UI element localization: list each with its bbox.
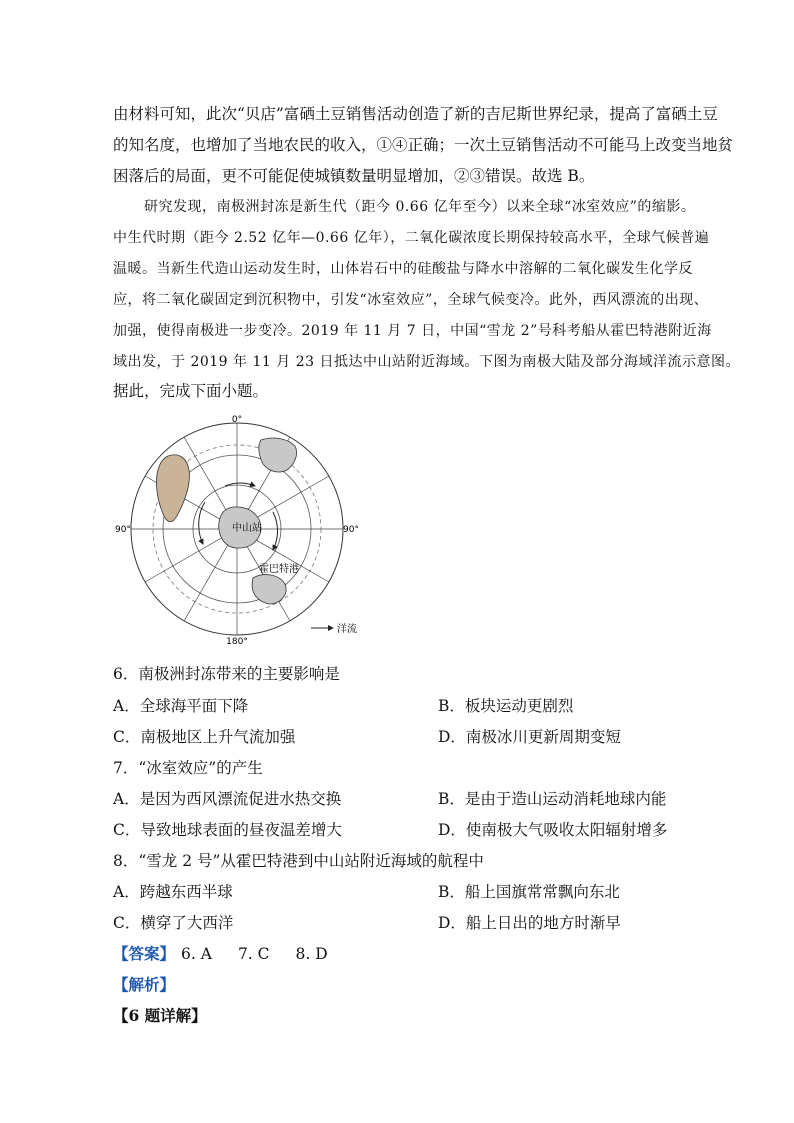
q7-option-c[interactable]: C．导致地球表面的昼夜温差增大 [113,821,342,839]
detail-tag: 【6 题详解】 [113,1006,207,1025]
zhongshan-station-label: 中山站 [232,523,262,534]
legend-label: 洋流 [337,624,357,635]
antarctica-map-figure [113,414,375,646]
material-line: 研究发现，南极洲封冻是新生代（距今 0.66 亿年至今）以来全球“冰室效应”的缩影。 [144,199,696,215]
intro-paragraph [113,99,734,192]
q6-option-b[interactable]: B．板块运动更剧烈 [438,697,574,715]
south-america-landmass [156,455,189,522]
question-7-stem: 7．“冰室效应”的产生 [113,759,263,777]
answer-tag: 【答案】 [113,944,176,963]
material-line: 域出发，于 2019 年 11 月 23 日抵达中山站附近海域。下图为南极大陆及部分海域洋流示意图。 [113,354,740,370]
q8-option-d[interactable]: D．船上日出的地方时渐早 [438,914,621,932]
q8-option-b[interactable]: B．船上国旗常常飘向东北 [438,883,620,901]
question-8-stem: 8．“雪龙 2 号”从霍巴特港到中山站附近海域的航程中 [113,852,484,870]
answer-7: 7. C [237,945,270,963]
current-arrow-left [199,502,205,544]
analysis-tag: 【解析】 [113,975,176,994]
q7-option-d[interactable]: D．使南极大气吸收太阳辐射增多 [438,821,668,839]
material-line: 温暖。当新生代造山运动发生时，山体岩石中的硅酸盐与降水中溶解的二氧化碳发生化学反 [113,261,693,277]
q6-option-c[interactable]: C．南极地区上升气流加强 [113,728,296,746]
question-6-stem: 6．南极洲封冻带来的主要影响是 [113,665,340,683]
current-arrow-right [273,512,278,550]
intro-line: 由材料可知，此次“贝店”富硒土豆销售活动创造了新的吉尼斯世界纪录，提高了富硒土豆 [113,105,718,123]
map-label-bottom: 180° [226,637,248,646]
answer-line [113,942,328,964]
q8-option-a[interactable]: A．跨越东西半球 [113,883,233,901]
material-closing: 据此，完成下面小题。 [113,382,269,400]
material-line: 中生代时期（距今 2.52 亿年—0.66 亿年），二氧化碳浓度长期保持较高水平，全球气候普遍 [113,230,710,246]
material-line: 应，将二氧化碳固定到沉积物中，引发“冰室效应”，全球气候变冷。此外，西风漂流的出现、 [113,292,709,308]
intro-line: 困落后的局面，更不可能促使城镇数量明显增加，②③错误。故选 B。 [113,167,595,185]
intro-line: 的知名度，也增加了当地农民的收入，①④正确；一次土豆销售活动不可能马上改变当地贫 [113,136,734,154]
q7-option-b[interactable]: B．是由于造山运动消耗地球内能 [438,790,667,808]
q6-option-d[interactable]: D．南极冰川更新周期变短 [438,728,621,746]
q8-option-c[interactable]: C．横穿了大西洋 [113,914,234,932]
map-label-right: 90° [343,525,359,535]
australia-landmass [252,575,286,604]
material-paragraph [113,192,740,378]
q7-option-a[interactable]: A．是因为西风漂流促进水热交换 [113,790,342,808]
q6-option-a[interactable]: A．全球海平面下降 [113,697,249,715]
africa-landmass [259,438,297,472]
map-label-left: 90° [115,525,131,535]
map-label-top: 0° [231,415,243,425]
answer-8: 8. D [295,945,328,963]
hobart-port-label: 霍巴特港 [259,564,299,575]
material-line: 加强，使得南极进一步变冷。2019 年 11 月 7 日，中国“雪龙 2”号科考船从霍巴特港附近海 [113,323,712,339]
answer-6: 6. A [181,945,212,963]
